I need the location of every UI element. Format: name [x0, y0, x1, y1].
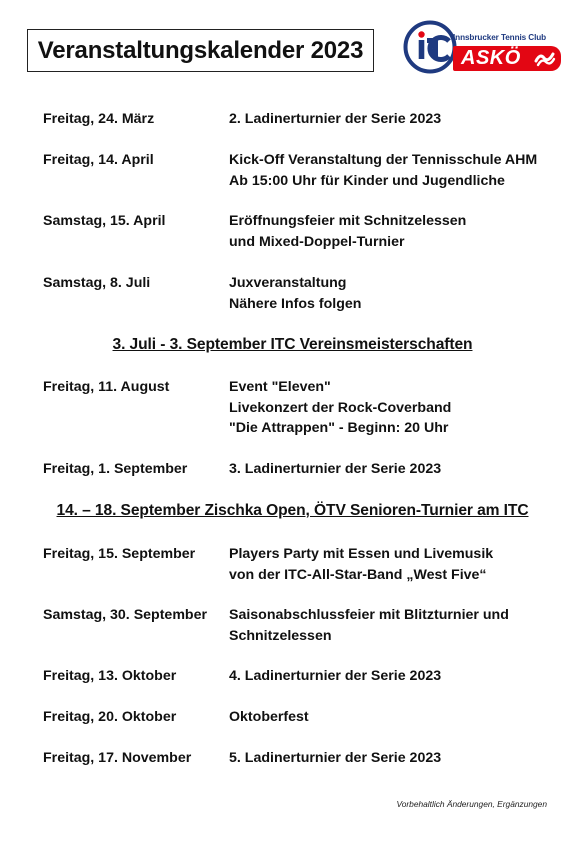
event-line: Schnitzelessen	[229, 627, 332, 644]
event-line: Juxveranstaltung	[229, 275, 347, 291]
event-description	[229, 459, 559, 480]
event-date: Freitag, 13. Oktober	[43, 668, 177, 684]
section-heading: 3. Juli - 3. September ITC Vereinsmeisterschaften	[112, 336, 473, 353]
event-line: Saisonabschlussfeier mit Blitzturnier und	[229, 607, 509, 623]
event-line: Kick-Off Veranstaltung der Tennisschule AHM	[229, 152, 538, 168]
event-description	[229, 666, 559, 687]
event-description	[229, 605, 559, 646]
event-line: und Mixed-Doppel-Turnier	[229, 233, 405, 250]
event-date: Samstag, 8. Juli	[43, 275, 151, 291]
event-line: 4. Ladinerturnier der Serie 2023	[229, 668, 442, 684]
event-date: Freitag, 11. August	[43, 379, 170, 395]
event-date: Freitag, 17. November	[43, 750, 192, 766]
event-line: 2. Ladinerturnier der Serie 2023	[229, 111, 442, 127]
page-title: Veranstaltungskalender 2023	[27, 29, 374, 72]
event-line: Nähere Infos folgen	[229, 295, 362, 312]
event-line: 3. Ladinerturnier der Serie 2023	[229, 461, 442, 477]
itc-logo-icon	[403, 20, 457, 74]
club-name: Innsbrucker Tennis Club	[453, 33, 547, 42]
event-line: Oktoberfest	[229, 709, 309, 725]
event-description	[229, 273, 559, 314]
event-line: Event "Eleven"	[229, 379, 331, 395]
event-line: Livekonzert der Rock-Coverband	[229, 399, 452, 416]
event-date: Freitag, 1. September	[43, 461, 188, 477]
event-date: Freitag, 15. September	[43, 546, 196, 562]
event-description	[229, 377, 559, 439]
event-line: 5. Ladinerturnier der Serie 2023	[229, 750, 442, 766]
event-description	[229, 150, 559, 191]
event-description	[229, 109, 559, 130]
event-date: Freitag, 14. April	[43, 152, 154, 168]
section-heading: 14. – 18. September Zischka Open, ÖTV Senioren-Turnier am ITC	[56, 502, 529, 519]
event-line: "Die Attrappen" - Beginn: 20 Uhr	[229, 420, 449, 436]
event-line: von der ITC-All-Star-Band „West Five“	[229, 566, 487, 583]
event-date: Freitag, 24. März	[43, 111, 155, 127]
event-line: Players Party mit Essen und Livemusik	[229, 546, 494, 562]
event-line: Ab 15:00 Uhr für Kinder und Jugendliche	[229, 172, 505, 189]
wave-icon	[534, 50, 556, 67]
event-date: Samstag, 30. September	[43, 607, 208, 623]
askoe-label: ASKÖ	[461, 47, 521, 69]
disclaimer-note: Vorbehaltlich Änderungen, Ergänzungen	[396, 799, 547, 809]
event-description	[229, 544, 559, 585]
event-date: Freitag, 20. Oktober	[43, 709, 177, 725]
club-logo	[403, 20, 563, 78]
event-line: Eröffnungsfeier mit Schnitzelessen	[229, 213, 467, 229]
event-description	[229, 211, 559, 252]
event-description	[229, 707, 559, 728]
event-date: Samstag, 15. April	[43, 213, 166, 229]
askoe-banner	[453, 46, 561, 71]
event-description	[229, 748, 559, 769]
